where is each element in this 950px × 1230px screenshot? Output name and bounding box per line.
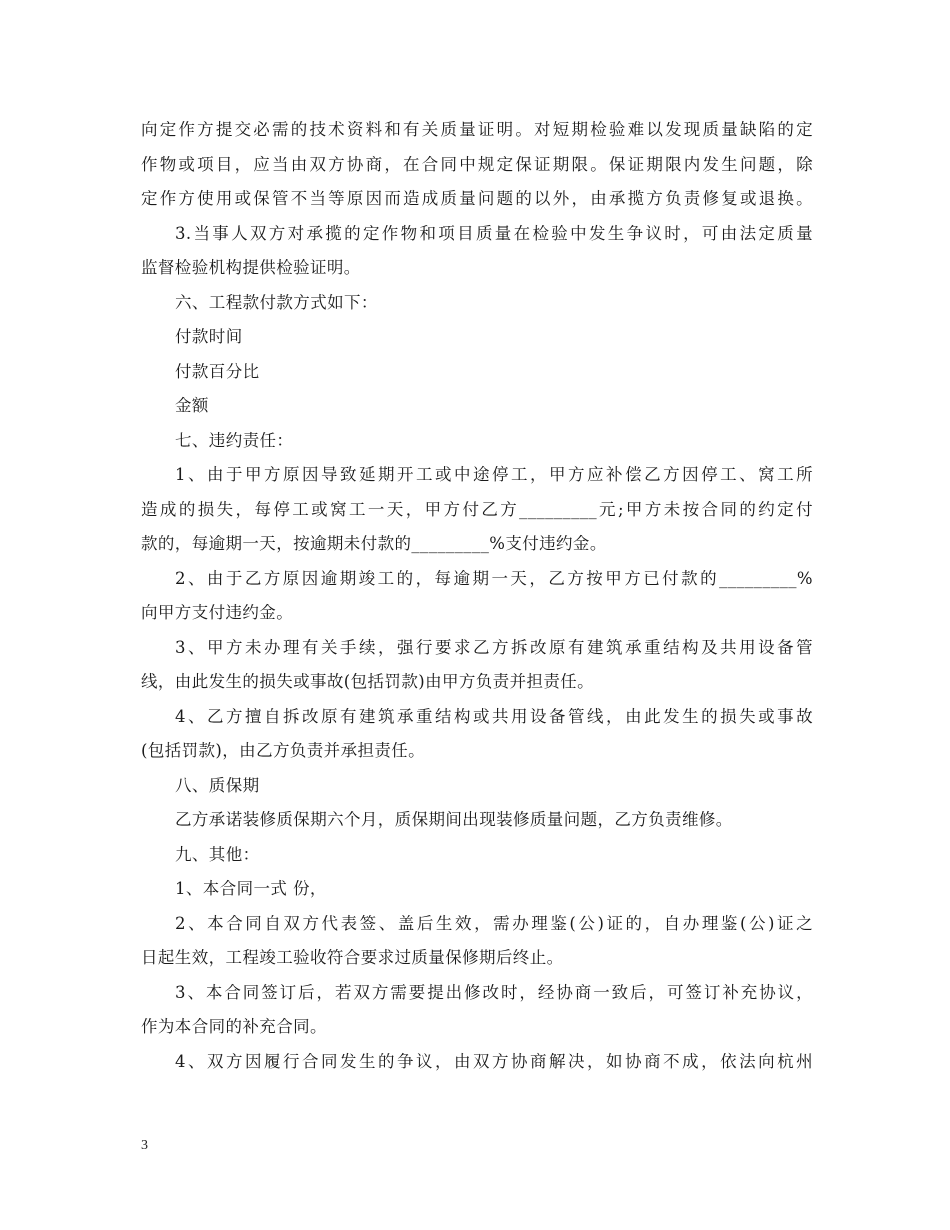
text-line: 九、其他： — [175, 844, 260, 864]
text-line: 3、本合同签订后，若双方需要提出修改时，经协商一致后，可签订补充协议， — [175, 982, 813, 1002]
text-line: (包括罚款)，由乙方负责并承担责任。 — [141, 741, 426, 760]
page-number: 3 — [141, 1138, 148, 1153]
text-line: 1、由于甲方原因导致延期开工或中途停工，甲方应补偿乙方因停工、窝工所 — [175, 465, 813, 484]
text-line: 2、本合同自双方代表签、盖后生效，需办理鉴(公)证的，自办理鉴(公)证之 — [175, 913, 813, 933]
text-line: 向定作方提交必需的技术资料和有关质量证明。对短期检验难以发现质量缺陷的定 — [141, 120, 813, 139]
text-line: 监督检验机构提供检验证明。 — [141, 258, 361, 277]
text-line: 4、双方因履行合同发生的争议，由双方协商解决，如协商不成，依法向杭州 — [175, 1051, 813, 1071]
document-body — [141, 113, 813, 1079]
text-line: 乙方承诺装修质保期六个月，质保期间出现装修质量问题，乙方负责维修。 — [175, 810, 733, 829]
text-line: 1、本合同一式 份， — [175, 879, 327, 898]
text-line: 付款百分比 — [175, 361, 260, 381]
text-line: 金额 — [175, 396, 209, 415]
text-line: 款的，每逾期一天，按逾期未付款的_________%支付违约金。 — [141, 534, 607, 553]
text-line: 作物或项目，应当由双方协商，在合同中规定保证期限。保证期限内发生问题，除 — [141, 154, 813, 174]
text-line: 4、乙方擅自拆改原有建筑承重结构或共用设备管线，由此发生的损失或事故 — [175, 706, 813, 726]
text-line: 3、甲方未办理有关手续，强行要求乙方拆改原有建筑承重结构及共用设备管 — [175, 637, 813, 657]
text-line: 六、工程款付款方式如下： — [175, 292, 378, 312]
text-line: 付款时间 — [175, 327, 243, 346]
text-line: 造成的损失，每停工或窝工一天，甲方付乙方_________元;甲方未按合同的约定付 — [141, 499, 813, 519]
text-line: 七、违约责任： — [175, 430, 294, 450]
text-line: 定作方使用或保管不当等原因而造成质量问题的以外，由承揽方负责修复或退换。 — [141, 189, 813, 208]
text-line: 八、质保期 — [175, 775, 260, 795]
text-line: 3.当事人双方对承揽的定作物和项目质量在检验中发生争议时，可由法定质量 — [175, 223, 813, 243]
text-line: 线，由此发生的损失或事故(包括罚款)由甲方负责并担责任。 — [141, 672, 595, 691]
text-line: 向甲方支付违约金。 — [141, 603, 294, 622]
text-line: 作为本合同的补充合同。 — [141, 1017, 327, 1036]
text-line: 2、由于乙方原因逾期竣工的，每逾期一天，乙方按甲方已付款的_________% — [175, 568, 813, 588]
text-line: 日起生效，工程竣工验收符合要求过质量保修期后终止。 — [141, 948, 564, 967]
